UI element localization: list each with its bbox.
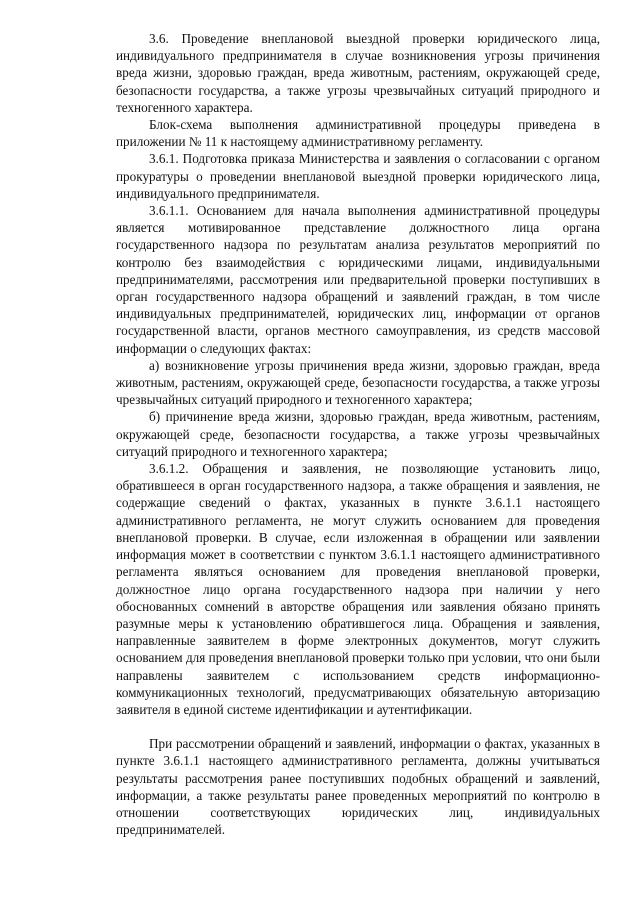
paragraph-3-6-1-1: 3.6.1.1. Основанием для начала выполнения административной процедуры является мотивированное представление должностного лица органа государственного надзора по результатам анализа результатов мероприятий по контролю без взаимодействия с юридическими лицами, индивидуальными предпринимателями, рассмотрения или предварительной проверки поступивших в орган государственного надзора обращений и заявлений граждан, в том числе индивидуальных предпринимателей, юридических лиц, информации от органов государственной власти, органов местного самоуправления, из средств массовой информации о следующих фактах: (116, 203, 600, 356)
paragraph-3-6-1-2: 3.6.1.2. Обращения и заявления, не позволяющие установить лицо, обратившееся в орган государственного надзора, а также обращения и заявления, не содержащие сведений о фактах, указанных в пункте 3.6.1.1 настоящего административного регламента, не могут служить основанием для проведения внеплановой проверки. В случае, если изложенная в обращении или заявлении информация может в соответствии с пунктом 3.6.1.1 настоящего административного регламента являться основанием для проведения внеплановой проверки, должностное лицо органа государственного надзора при наличии у него обоснованных сомнений в авторстве обращения или заявления обязано принять разумные меры к установлению обратившегося лица. Обращения и заявления, направленные заявителем в форме электронных документов, могут служить основанием для проведения внеплановой проверки только при условии, что они были направлены заявителем с использованием средств информационно-коммуникационных технологий, предусматривающих обязательную авторизацию заявителя в единой системе идентификации и аутентификации. (116, 461, 600, 717)
paragraph-3-6-heading: 3.6. Проведение внеплановой выездной проверки юридического лица, индивидуального предпринимателя в случае возникновения угрозы причинения вреда жизни, здоровью граждан, вреда животным, растениям, окружающей среде, безопасности государства, а также угрозы чрезвычайных ситуаций природного и техногенного характера. (116, 31, 600, 115)
paragraph-consideration: При рассмотрении обращений и заявлений, информации о фактах, указанных в пункте 3.6.1.1 настоящего административного регламента, должны учитываться результаты рассмотрения ранее поступивших подобных обращений и заявлений, информации, а также результаты ранее проведенных мероприятий по контролю в отношении соответствующих юридических лиц, индивидуальных предпринимателей. (116, 736, 600, 838)
paragraph-3-6-1: 3.6.1. Подготовка приказа Министерства и заявления о согласовании с органом прокуратуры о проведении внеплановой выездной проверки юридического лица, индивидуального предпринимателя. (116, 151, 600, 201)
paragraph-flowchart-reference: Блок-схема выполнения административной процедуры приведена в приложении № 11 к настоящему административному регламенту. (116, 117, 600, 150)
document-body (116, 30, 600, 838)
list-item-a: а) возникновение угрозы причинения вреда жизни, здоровью граждан, вреда животным, растениям, окружающей среде, безопасности государства, а также угрозы чрезвычайных ситуаций природного и техногенного характера; (116, 357, 600, 408)
list-item-b: б) причинение вреда жизни, здоровью граждан, вреда животным, растениям, окружающей среде, безопасности государства, а также угрозы чрезвычайных ситуаций природного и техногенного характера; (116, 409, 600, 459)
